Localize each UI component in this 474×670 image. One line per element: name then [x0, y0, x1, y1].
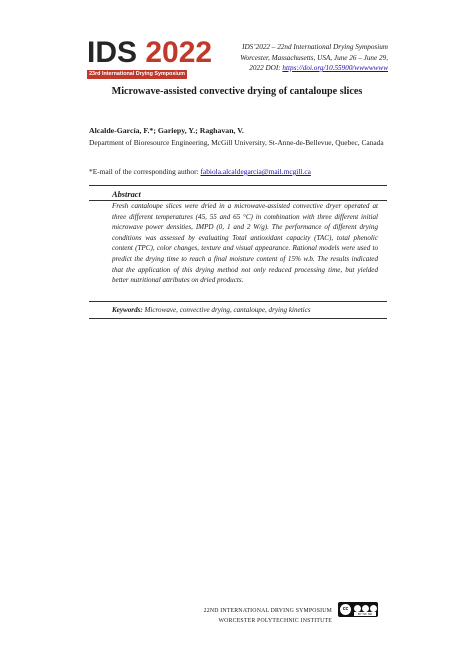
footer-line1: 22ND INTERNATIONAL DRYING SYMPOSIUM [203, 608, 332, 614]
keywords-bottom-rule [89, 318, 387, 319]
header-doi [188, 63, 388, 74]
header-line2: Worcester, Massachusetts, USA, June 26 – June 29, [240, 53, 388, 62]
nc-icon [362, 605, 369, 612]
symposium-logo [87, 36, 213, 78]
author-list: Alcalde-García, F.*; Gariepy, Y.; Raghavan, V. [89, 126, 244, 135]
doi-label: 2022 DOI: [249, 64, 283, 72]
keywords-label: Keywords: [112, 306, 143, 314]
cc-license-icon [338, 602, 378, 617]
footer-line2: WORCESTER POLYTECHNIC INSTITUTE [218, 618, 332, 624]
corresponding-email [89, 167, 311, 176]
logo-year: 2022 [145, 36, 213, 69]
logo-ids: IDS [87, 36, 138, 69]
email-label: *E-mail of the corresponding author: [89, 167, 201, 176]
doi-link[interactable]: https://doi.org/10.55900/wwwwwww [282, 64, 388, 72]
author-affiliation: Department of Bioresource Engineering, McGill University, St-Anne-de-Bellevue, Quebec, Canada [89, 138, 384, 147]
logo-tagline: 23rd International Drying Symposium [87, 70, 187, 79]
header-line1: IDS’2022 – 22nd International Drying Symposium [242, 43, 388, 51]
cc-license-text: BY NC ND [354, 612, 376, 616]
nd-icon [370, 605, 377, 612]
paper-title: Microwave-assisted convective drying of cantaloupe slices [111, 86, 363, 97]
page-footer [180, 606, 332, 626]
by-icon [354, 605, 361, 612]
abstract-body: Fresh cantaloupe slices were dried in a microwave-assisted convective dryer operated at three different temperatures (45, 55 and 65 °C) in combination with three different initial microwave power densities, IMPD (0, 1 and 2 W/g). The performance of different drying conditions was assessed by evaluating Total antioxidant capacity (TAC), total phenolic content (TPC), color changes, texture and visual appearance. Rational models were used to predict the drying time to reach a final moisture content of 15% w.b. The results indicated that the application of this drying method not only reduced processing time, but yielded better nutritional attributes on dried products. [112, 202, 378, 285]
cc-badge: cc [340, 604, 351, 615]
keywords-text: Microwave, convective drying, cantaloupe, drying kinetics [142, 306, 311, 314]
email-link[interactable]: fabiola.alcaldegarcia@mail.mcgill.ca [200, 167, 311, 176]
abstract-heading: Abstract [112, 190, 141, 199]
conference-header [188, 42, 388, 74]
abstract-bottom-rule [89, 301, 387, 302]
logo-wordmark [87, 36, 213, 69]
keywords-line [112, 306, 382, 314]
abstract-top-rule [89, 185, 387, 186]
